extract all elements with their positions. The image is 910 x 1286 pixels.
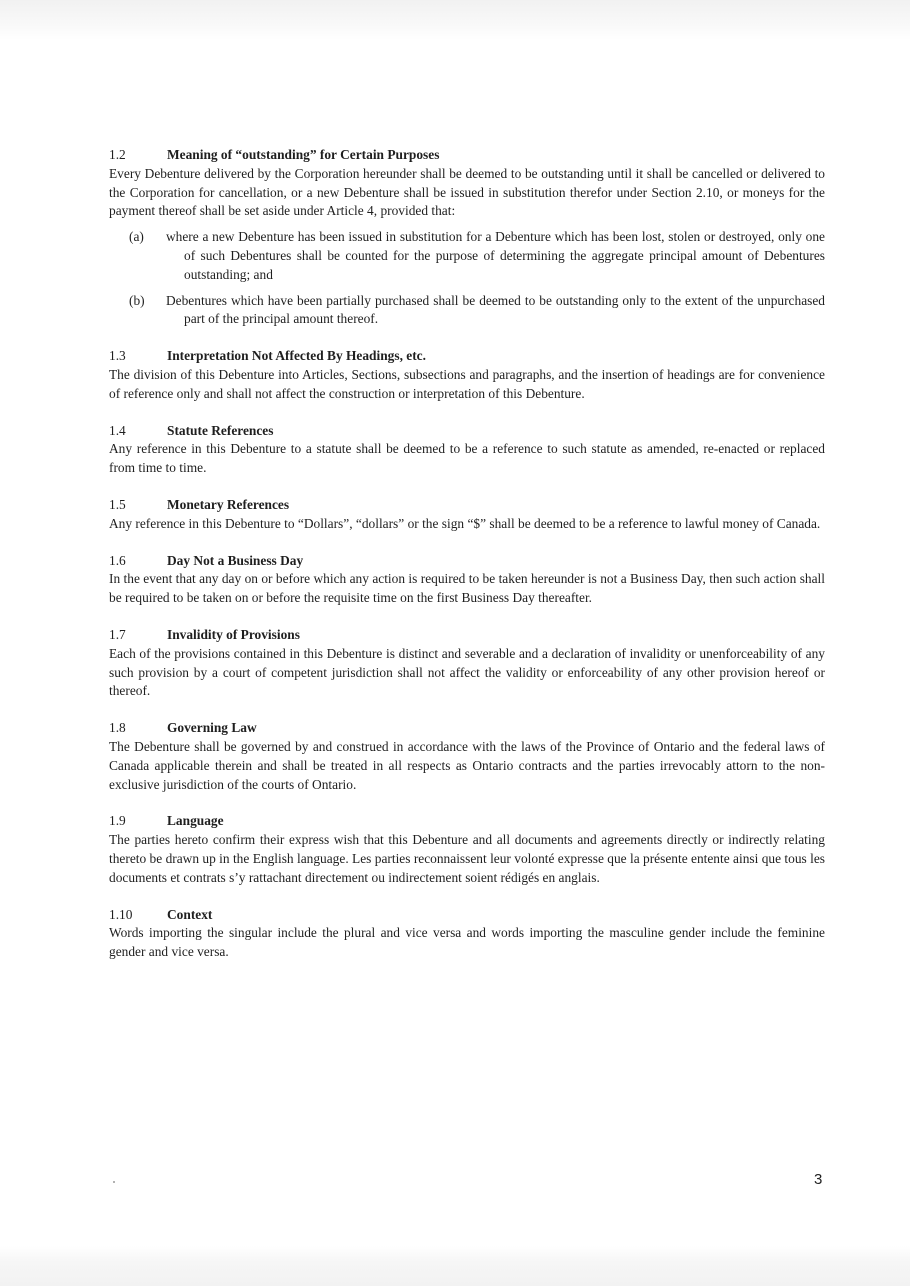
- section-text: In the event that any day on or before which any action is required to be taken hereunder is not a Business Day, then such action shall be required to be taken on or before the requisite time on the first Business Day thereafter.: [109, 571, 825, 606]
- section-number: 1.2: [109, 147, 126, 162]
- section-text: The Debenture shall be governed by and construed in accordance with the laws of the Province of Ontario and the federal laws of Canada applicable therein and shall be treated in all respects as Ontario contracts and the parties irrevocably attorn to the non-exclusive jurisdiction of the courts of Ontario.: [109, 738, 825, 792]
- scan-speck: [113, 1181, 115, 1183]
- list-item-text: Debentures which have been partially purchased shall be deemed to be outstanding only to the extent of the unpurchased part of the principal amount thereof.: [166, 292, 825, 327]
- section-1-2: [109, 146, 825, 329]
- section-heading: [109, 496, 825, 515]
- section-title: Monetary References: [167, 496, 290, 512]
- section-1-5: [109, 496, 825, 534]
- section-heading: [109, 146, 825, 165]
- list-item-label: (b): [129, 292, 145, 308]
- section-text: Every Debenture delivered by the Corporation hereunder shall be deemed to be outstanding until it shall be cancelled or delivered to the Corporation for cancellation, or a new Debenture shall be issued in substitution therefor under Section 2.10, or moneys for the payment thereof shall be set aside under Article 4, provided that:: [109, 165, 825, 219]
- section-heading: [109, 719, 825, 738]
- section-heading: [109, 812, 825, 831]
- section-text: Words importing the singular include the plural and vice versa and words importing the masculine gender include the feminine gender and vice versa.: [109, 925, 825, 960]
- section-heading: [109, 626, 825, 645]
- section-number: 1.3: [109, 348, 126, 364]
- section-title: Statute References: [167, 422, 274, 438]
- section-number: 1.10: [109, 906, 133, 922]
- section-text: Any reference in this Debenture to “Dollars”, “dollars” or the sign “$” shall be deemed to be a reference to lawful money of Canada.: [109, 515, 821, 531]
- section-text: The division of this Debenture into Articles, Sections, subsections and paragraphs, and the insertion of headings are for convenience of reference only and shall not affect the construction or interpretation of this Debenture.: [109, 366, 825, 401]
- section-1-7: [109, 626, 825, 701]
- section-title: Meaning of “outstanding” for Certain Purposes: [167, 147, 440, 162]
- section-number: 1.8: [109, 720, 126, 736]
- section-number: 1.6: [109, 552, 126, 568]
- list-item: [109, 228, 825, 284]
- section-number: 1.9: [109, 813, 126, 829]
- section-title: Language: [167, 813, 224, 829]
- section-title: Day Not a Business Day: [167, 552, 304, 568]
- section-1-8: [109, 719, 825, 794]
- section-heading: [109, 347, 825, 366]
- section-1-10: [109, 906, 825, 962]
- section-number: 1.4: [109, 422, 126, 438]
- section-title: Governing Law: [167, 720, 257, 736]
- scan-edge-bottom: [0, 1246, 910, 1286]
- section-heading: [109, 552, 825, 571]
- section-text: The parties hereto confirm their express wish that this Debenture and all documents and agreements directly or indirectly relating thereto be drawn up in the English language. Les parties reconnaissent leur volonté expresse que la présente entente ainsi que tous les documents et contrats s’y rattachant directement ou indirectement soient rédigés en anglais.: [109, 832, 825, 885]
- section-text: Each of the provisions contained in this Debenture is distinct and severable and a declaration of invalidity or unenforceability of any such provision by a court of competent jurisdiction shall not affect the validity or enforceability of any other provision hereof or thereof.: [109, 645, 825, 699]
- section-title: Invalidity of Provisions: [167, 626, 300, 642]
- section-1-6: [109, 552, 825, 608]
- section-number: 1.5: [109, 496, 126, 512]
- section-number: 1.7: [109, 626, 126, 642]
- section-1-4: [109, 422, 825, 478]
- section-heading: [109, 906, 825, 925]
- section-1-9: [109, 812, 825, 887]
- section-heading: [109, 422, 825, 441]
- document-body: [109, 146, 825, 980]
- section-text: Any reference in this Debenture to a statute shall be deemed to be a reference to such statute as amended, re-enacted or replaced from time to time.: [109, 441, 825, 476]
- section-title: Interpretation Not Affected By Headings, etc.: [167, 348, 426, 364]
- list-item-label: (a): [129, 229, 144, 245]
- section-1-3: [109, 347, 825, 403]
- section-title: Context: [167, 906, 213, 922]
- list-item-text: where a new Debenture has been issued in substitution for a Debenture which has been lost, stolen or destroyed, only one of such Debentures shall be counted for the purpose of determining the aggregate principal amount of Debentures outstanding; and: [166, 229, 825, 282]
- scan-edge-top: [0, 0, 910, 40]
- list-item: [109, 292, 825, 330]
- page-number: 3: [814, 1171, 823, 1188]
